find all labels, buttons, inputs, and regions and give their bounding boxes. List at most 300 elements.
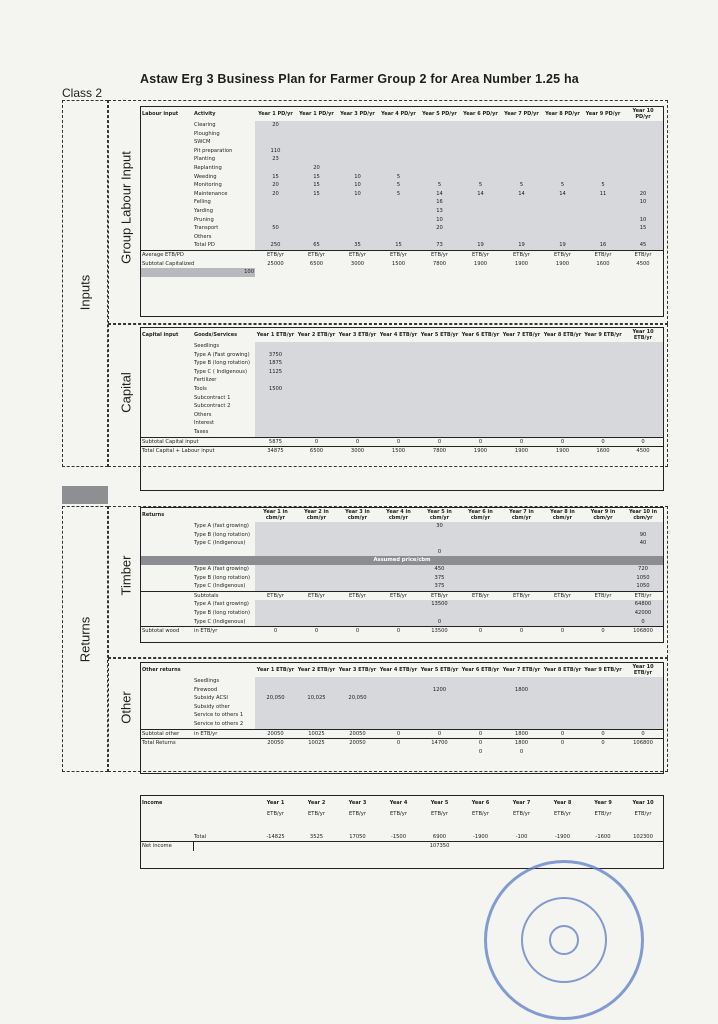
table-cell: Type B (long rotation) [194,360,251,367]
timber-label: Timber [118,555,134,596]
table-cell: Returns [142,512,165,518]
table-cell: Year 3 in cbm/yr [345,509,370,521]
table-cell [542,224,583,233]
table-row [141,147,663,156]
table-cell: Other returns [142,667,181,673]
table-cell: Subcontract 1 [194,394,231,401]
table-cell [255,582,296,591]
table-cell [583,419,623,428]
income-table [141,796,663,851]
table-cell: Clearing [194,122,216,128]
table-cell: Year 8 in cbm/yr [550,509,575,521]
table-cell: 14700 [419,739,460,748]
table-cell [460,677,501,686]
table-cell [419,428,460,437]
table-cell [378,711,419,720]
table-cell [337,147,378,156]
table-cell: 1900 [514,260,529,267]
other-label: Other [118,691,134,724]
table-cell: Year 2 [307,800,326,806]
table-cell: Others [194,411,212,418]
table-cell [337,419,378,428]
table-cell [501,368,542,377]
table-cell: ETB/yr [419,591,460,600]
table-cell [378,582,419,591]
table-cell [193,437,255,447]
table-cell [501,677,542,686]
table-cell [542,411,583,420]
table-cell: 250 [255,241,296,250]
table-cell [141,582,193,591]
table-cell: ETB/yr [542,250,583,259]
table-row [141,385,663,394]
table-cell [542,703,583,712]
table-cell [501,173,542,182]
table-cell: Type B (long rotation) [194,531,251,538]
table-cell [501,121,542,130]
table-cell [141,591,193,600]
table-cell [419,711,460,720]
subtotal-row-label: Subtotal Capitalized [142,260,195,267]
table-cell [419,164,460,173]
table-cell [296,748,337,757]
table-row [141,121,663,130]
table-cell [141,147,193,156]
table-cell [378,130,419,139]
table-cell: 0 [501,437,542,447]
table-cell [378,565,419,574]
table-cell: 0 [296,437,337,447]
table-cell [460,198,501,207]
header-row [141,107,663,121]
table-cell: ETB/yr [419,250,460,259]
table-row [141,130,663,139]
table-cell: Year 1 [266,800,285,806]
table-cell [141,703,193,712]
table-cell [141,810,193,819]
table-cell: 0 [460,739,501,748]
labour-table [141,107,663,277]
table-cell [583,428,623,437]
table-cell [337,359,378,368]
table-cell [583,351,623,360]
table-cell [419,677,460,686]
net-income-row [141,842,663,851]
table-cell: 35 [337,241,378,250]
table-cell [623,703,663,712]
table-cell: 5 [419,181,460,190]
table-cell: 106800 [623,627,663,636]
table-cell [501,385,542,394]
table-cell [542,748,583,757]
returns-label: Returns [77,616,93,663]
table-cell: 0 [542,739,583,748]
table-row [141,531,663,540]
table-row [141,522,663,531]
table-cell [623,428,663,437]
table-cell [378,368,419,377]
table-cell: -14825 [266,833,285,840]
table-cell: ETB/yr [594,811,612,817]
table-cell: Service to others 1 [194,712,244,719]
table-cell: 0 [296,627,337,636]
table-cell [296,428,337,437]
table-cell [583,164,623,173]
table-cell [296,359,337,368]
table-row [141,686,663,695]
table-cell [337,351,378,360]
units-row [141,810,663,819]
price-banner-label: Assumed price/cbm [141,556,663,565]
table-cell [255,522,296,531]
table-cell [141,677,193,686]
table-cell [337,233,378,242]
table-cell [255,600,296,609]
table-cell [583,720,623,729]
table-cell [460,121,501,130]
table-cell: Year 1 in cbm/yr [263,509,288,521]
table-cell: Seedlings [194,678,220,684]
table-cell: 10 [337,173,378,182]
table-cell [141,833,193,842]
table-cell [337,686,378,695]
table-cell: 3525 [309,833,324,840]
table-cell [141,376,193,385]
table-cell [296,155,337,164]
table-cell [419,703,460,712]
table-cell [141,522,193,531]
table-cell: Year 1 ETB/yr [256,667,295,673]
table-cell [296,342,337,351]
table-cell [542,198,583,207]
table-cell [460,618,501,627]
table-cell [501,394,542,403]
table-cell [501,539,542,548]
table-cell: Year 5 in cbm/yr [427,509,452,521]
table-cell [337,748,378,757]
table-cell [583,233,623,242]
table-cell [501,216,542,225]
rate-header-row-label: Average ETB/PD [141,250,255,259]
table-cell [255,574,296,583]
table-cell [141,600,193,609]
table-cell: 5 [583,181,623,190]
table-cell: 3000 [350,260,365,267]
table-cell: ETB/yr [378,591,419,600]
table-cell: 5875 [255,437,296,447]
table-cell: 0 [337,627,378,636]
table-cell [583,376,623,385]
table-row [141,155,663,164]
table-cell: Type A (fast growing) [194,523,249,529]
table-cell: Subtotal other [141,729,193,739]
table-cell: ETB/yr [542,591,583,600]
table-cell [460,600,501,609]
table-cell: 0 [542,437,583,447]
table-cell [460,342,501,351]
table-cell [255,548,296,557]
table-cell: 73 [419,241,460,250]
table-cell [296,130,337,139]
table-cell [419,138,460,147]
table-cell: 1600 [596,260,610,267]
table-cell [337,703,378,712]
table-row [141,600,663,609]
table-cell [378,618,419,627]
table-cell [296,121,337,130]
table-cell [141,121,193,130]
table-cell [623,376,663,385]
table-cell [141,130,193,139]
table-cell [419,394,460,403]
table-cell: ETB/yr [255,250,296,259]
subtotal-row [141,260,663,269]
table-cell: 0 [337,437,378,447]
table-row [141,411,663,420]
table-cell: 1800 [501,739,542,748]
table-cell: Monitoring [194,182,222,189]
table-cell: 0 [255,627,296,636]
table-cell: Year 4 PD/yr [381,111,416,117]
table-cell [296,147,337,156]
table-cell: -1500 [390,833,407,840]
table-cell [141,419,193,428]
table-cell [296,368,337,377]
table-cell: Year 7 [512,800,531,806]
table-cell [583,394,623,403]
table-cell [255,394,296,403]
net-income-label: Net income [141,842,193,851]
table-cell [583,411,623,420]
table-cell [460,694,501,703]
table-cell: 0 [460,729,501,739]
table-cell: in ETB/yr [193,729,255,739]
table-cell: 375 [419,582,460,591]
table-cell [378,531,419,540]
table-cell: 10,025 [296,694,337,703]
table-cell: 0 [460,627,501,636]
table-cell [141,694,193,703]
table-cell [542,342,583,351]
table-cell [419,402,460,411]
table-cell: 1900 [542,447,583,456]
table-cell [337,164,378,173]
table-cell [460,402,501,411]
table-cell: 0 [542,729,583,739]
table-cell [337,121,378,130]
table-cell: Labour input [142,111,179,117]
table-cell [141,565,193,574]
timber-table [141,508,663,636]
wood-subtotal-row [141,627,663,636]
table-cell [378,522,419,531]
table-cell: Year 8 ETB/yr [543,667,582,673]
table-cell [255,130,296,139]
table-cell [583,703,623,712]
table-cell: 40 [623,539,663,548]
table-cell [460,711,501,720]
table-cell: 0 [478,748,483,755]
table-cell [141,548,193,557]
table-cell [378,720,419,729]
table-row [141,207,663,216]
table-cell [623,686,663,695]
table-cell [378,394,419,403]
table-cell: 1800 [501,729,542,739]
table-cell [542,376,583,385]
table-cell: Interest [194,420,214,427]
table-cell [583,531,623,540]
table-cell [419,748,460,757]
table-cell: Others [194,233,212,240]
table-cell [542,368,583,377]
table-cell [542,618,583,627]
table-cell [542,155,583,164]
table-cell: 0 [583,627,623,636]
table-cell: 15 [296,181,337,190]
table-cell: ETB/yr [431,811,448,817]
table-cell [623,419,663,428]
table-cell [378,198,419,207]
table-cell [623,368,663,377]
table-cell [542,582,583,591]
table-cell [378,351,419,360]
table-cell [501,402,542,411]
table-cell: ETB/yr [460,250,501,259]
table-cell: 19 [460,241,501,250]
table-cell [378,385,419,394]
table-cell [542,419,583,428]
table-cell [255,419,296,428]
table-cell [337,522,378,531]
table-cell [460,411,501,420]
table-cell [378,155,419,164]
table-cell [419,531,460,540]
rate-row [141,268,663,277]
table-cell: ETB/yr [583,591,623,600]
table-cell: ETB/yr [378,250,419,259]
table-cell [460,207,501,216]
table-cell: 0 [623,618,663,627]
table-row [141,582,663,591]
table-cell: 1600 [583,447,623,456]
table-cell [141,402,193,411]
table-cell [623,720,663,729]
table-cell [419,121,460,130]
table-cell: 45 [623,241,663,250]
table-cell: 5 [460,181,501,190]
table-cell [542,522,583,531]
header-row [141,796,663,810]
table-cell [501,531,542,540]
table-cell [623,402,663,411]
table-cell: ETB/yr [634,811,652,817]
table-cell: 65 [296,241,337,250]
table-cell [378,677,419,686]
table-row [141,548,663,557]
table-cell: 1050 [623,582,663,591]
table-cell [337,600,378,609]
table-cell [460,428,501,437]
table-cell [583,711,623,720]
price-banner [141,556,663,565]
table-cell: 14 [542,190,583,199]
table-cell [296,376,337,385]
table-cell [141,198,193,207]
table-cell [378,609,419,618]
table-cell [460,574,501,583]
rate-header-row [141,250,663,259]
table-cell [296,686,337,695]
table-cell [141,359,193,368]
table-cell: Type A (fast growing) [194,565,249,572]
table-cell [141,711,193,720]
inputs-label: Inputs [77,274,93,311]
table-cell [255,703,296,712]
table-cell [419,147,460,156]
table-row [141,181,663,190]
table-cell [501,720,542,729]
subtotal-row [141,437,663,447]
table-cell [296,600,337,609]
table-cell: ETB/yr [583,250,623,259]
table-cell [583,522,623,531]
table-row [141,694,663,703]
table-cell: 0 [378,437,419,447]
table-cell: 0 [583,729,623,739]
table-cell [623,385,663,394]
table-cell: Year 5 [430,800,449,806]
table-cell [296,582,337,591]
table-cell: 15 [296,173,337,182]
table-cell [141,531,193,540]
table-cell [623,181,663,190]
table-cell: 1200 [419,686,460,695]
table-cell [141,216,193,225]
table-cell: 13500 [419,627,460,636]
table-cell: 1900 [501,447,542,456]
table-cell [255,720,296,729]
table-cell [296,677,337,686]
table-cell [542,216,583,225]
table-cell: 5 [501,181,542,190]
table-cell [501,138,542,147]
table-cell: 1900 [473,260,488,267]
table-cell: 0 [419,729,460,739]
table-cell [141,686,193,695]
table-cell: 1500 [391,260,406,267]
table-cell: 20 [296,164,337,173]
table-cell [296,233,337,242]
table-cell [296,224,337,233]
total-row [141,447,663,456]
table-cell: Year 7 in cbm/yr [509,509,534,521]
table-cell [296,385,337,394]
table-cell [542,600,583,609]
table-cell: Subcontract 2 [194,403,231,410]
table-cell [378,359,419,368]
table-cell [460,173,501,182]
table-cell: 0 [623,437,663,447]
table-cell [141,574,193,583]
table-cell: 20050 [255,739,296,748]
table-cell [255,376,296,385]
table-cell [141,342,193,351]
table-cell: 10025 [296,729,337,739]
table-cell [583,548,623,557]
table-row [141,198,663,207]
table-cell [419,376,460,385]
